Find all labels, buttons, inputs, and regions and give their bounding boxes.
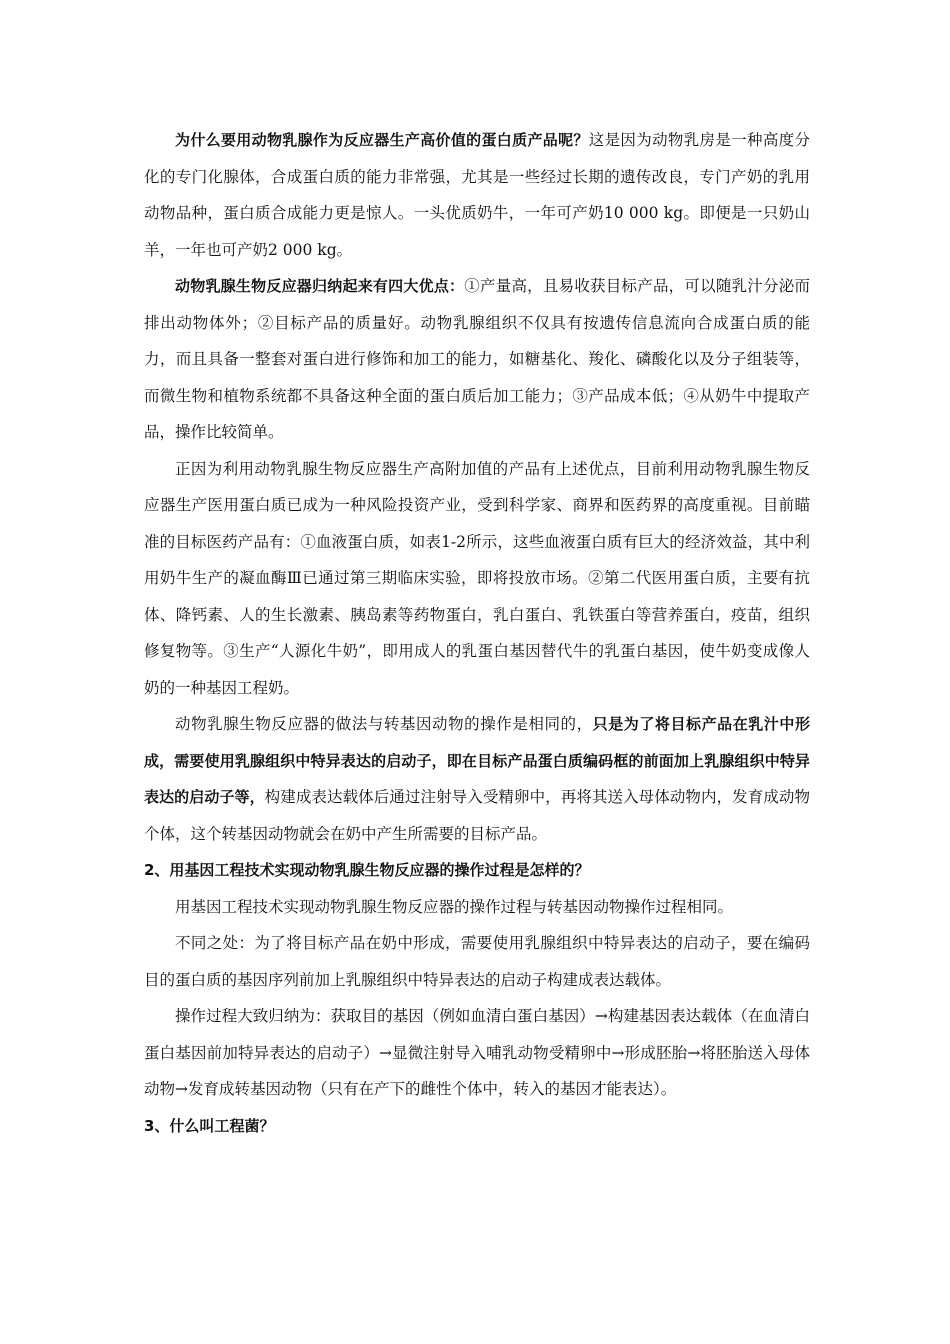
paragraph-3: 正因为利用动物乳腺生物反应器生产高附加值的产品有上述优点，目前利用动物乳腺生物反应器生产医用蛋白质已成为一种风险投资产业，受到科学家、商界和医药界的高度重视。目前瞄准的目标医药产品有：①血液蛋白质，如表1-2所示，这些血液蛋白质有巨大的经济效益，其中利用奶牛生产的凝血酶Ⅲ已通过第三期临床实验，即将投放市场。②第二代医用蛋白质，主要有抗体、降钙素、人的生长激素、胰岛素等药物蛋白，乳白蛋白、乳铁蛋白等营养蛋白，疫苗，组织修复物等。③生产“人源化牛奶”，即用成人的乳蛋白基因替代牛的乳蛋白基因，使牛奶变成像人奶的一种基因工程奶。 bbox=[144, 459, 810, 697]
paragraph-7: 操作过程大致归纳为：获取目的基因（例如血清白蛋白基因）→构建基因表达载体（在血清白蛋白基因前加特异表达的启动子）→显微注射导入哺乳动物受精卵中→形成胚胎→将胚胎送入母体动物→发育成转基因动物（只有在产下的雌性个体中，转入的基因才能表达）。 bbox=[144, 1007, 810, 1098]
question-2-heading: 2、用基因工程技术实现动物乳腺生物反应器的操作过程是怎样的？ bbox=[144, 861, 590, 879]
paragraph-4-post: 构建成表达载体后通过注射导入受精卵中，再将其送入母体动物内，发育成动物个体，这个转基因动物就会在奶中产生所需要的目标产品。 bbox=[144, 788, 810, 843]
paragraph-4-pre: 动物乳腺生物反应器的做法与转基因动物的操作是相同的， bbox=[175, 715, 593, 733]
question-3-heading: 3、什么叫工程菌？ bbox=[144, 1116, 275, 1135]
paragraph-2-body: ①产量高，且易收获目标产品，可以随乳汁分泌而排出动物体外；②目标产品的质量好。动物乳腺组织不仅具有按遗传信息流向合成蛋白质的能力，而且具备一整套对蛋白进行修饰和加工的能力，如糖基化、羧化、磷酸化以及分子组装等，而微生物和植物系统都不具备这种全面的蛋白质后加工能力；③产品成本低；④从奶牛中提取产品，操作比较简单。 bbox=[144, 277, 810, 441]
paragraph-4 bbox=[144, 706, 810, 852]
paragraph-1-question: 为什么要用动物乳腺作为反应器生产高价值的蛋白质产品呢？ bbox=[175, 131, 589, 149]
paragraph-1 bbox=[144, 122, 810, 268]
body-text bbox=[144, 122, 810, 1144]
paragraph-4-emphasis: 只是为了将目标产品在乳汁中形成，需要使用乳腺组织中特异表达的启动子，即在目标产品蛋白质编码框的前面加上乳腺组织中特异表达的启动子等， bbox=[144, 715, 810, 806]
paragraph-5: 用基因工程技术实现动物乳腺生物反应器的操作过程与转基因动物操作过程相同。 bbox=[175, 897, 734, 916]
paragraph-2-lead: 动物乳腺生物反应器归纳起来有四大优点： bbox=[175, 277, 465, 295]
paragraph-6: 不同之处：为了将目标产品在奶中形成，需要使用乳腺组织中特异表达的启动子，要在编码目的蛋白质的基因序列前加上乳腺组织中特异表达的启动子构建成表达载体。 bbox=[144, 934, 810, 989]
paragraph-2 bbox=[144, 268, 810, 451]
paragraph-1-answer: 这是因为动物乳房是一种高度分化的专门化腺体，合成蛋白质的能力非常强，尤其是一些经过长期的遗传改良，专门产奶的乳用动物品种，蛋白质合成能力更是惊人。一头优质奶牛，一年可产奶10 000 kg。即便是一只奶山羊，一年也可产奶2 000 kg。 bbox=[144, 131, 810, 259]
